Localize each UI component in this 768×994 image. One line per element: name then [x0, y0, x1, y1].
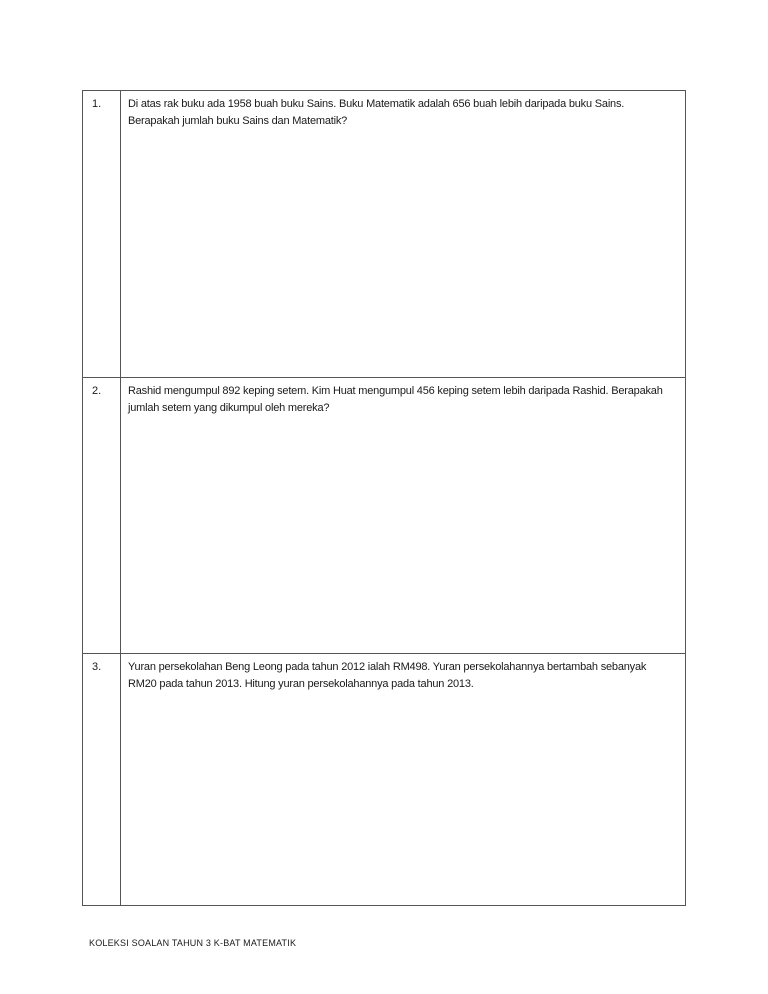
question-number: 3.	[83, 654, 121, 906]
question-row	[83, 378, 686, 654]
question-text: Rashid mengumpul 892 keping setem. Kim Huat mengumpul 456 keping setem lebih daripada Rashid. Berapakah jumlah setem yang dikumpul oleh mereka?	[121, 378, 686, 654]
page-footer: KOLEKSI SOALAN TAHUN 3 K-BAT MATEMATIK	[89, 938, 297, 948]
question-text: Yuran persekolahan Beng Leong pada tahun 2012 ialah RM498. Yuran persekolahannya bertambah sebanyak RM20 pada tahun 2013. Hitung yuran persekolahannya pada tahun 2013.	[121, 654, 686, 906]
question-number: 2.	[83, 378, 121, 654]
question-row	[83, 91, 686, 378]
question-text: Di atas rak buku ada 1958 buah buku Sains. Buku Matematik adalah 656 buah lebih daripada buku Sains. Berapakah jumlah buku Sains dan Matematik?	[121, 91, 686, 378]
question-table	[82, 90, 686, 906]
question-number: 1.	[83, 91, 121, 378]
question-row	[83, 654, 686, 906]
